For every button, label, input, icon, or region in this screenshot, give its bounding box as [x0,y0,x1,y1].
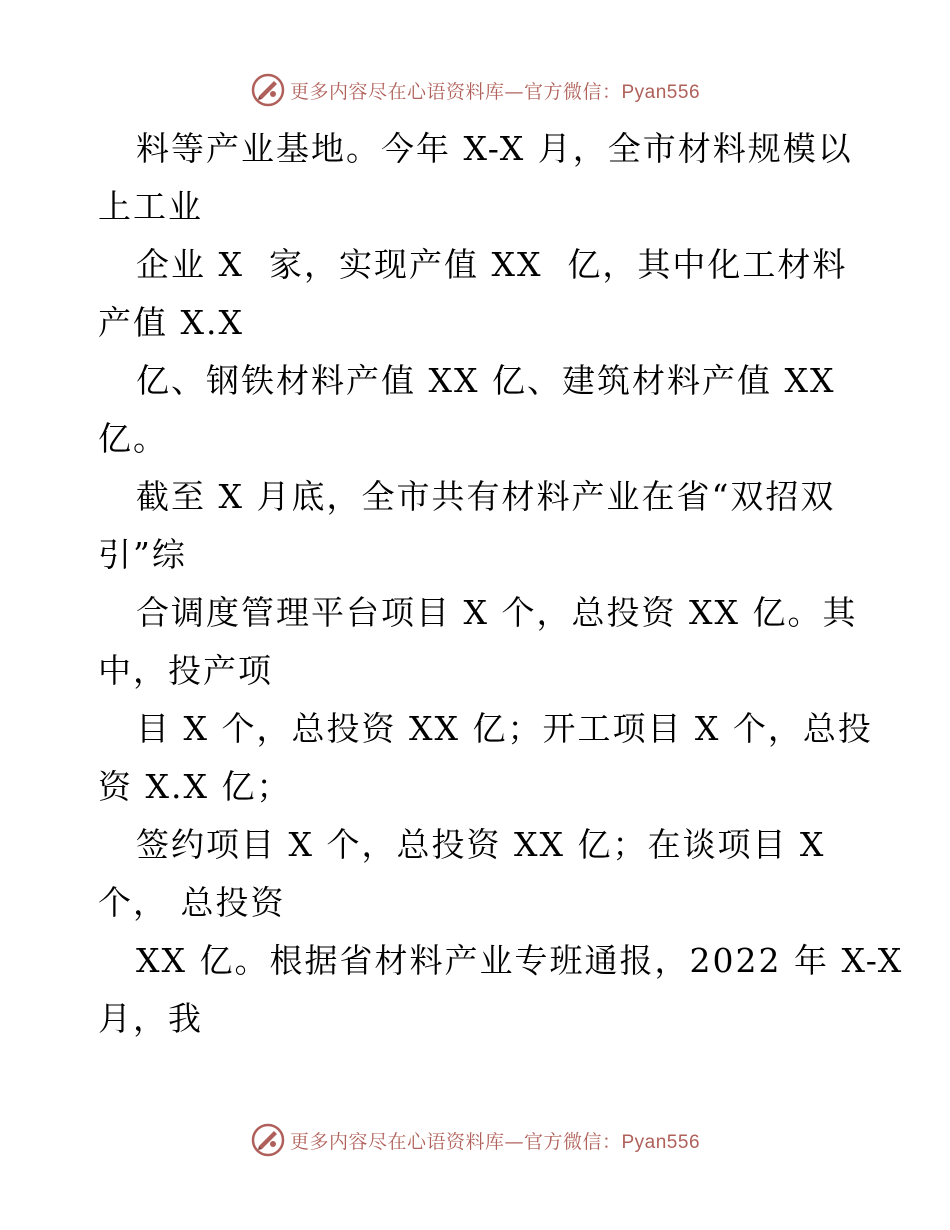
body-line: 产值 X.X [98,303,244,342]
body-line: 引”综 [98,535,187,574]
stamp-logo-icon [250,1122,286,1158]
body-line: 上工业 [98,187,203,226]
stamp-logo-icon [250,72,286,108]
body-line: 月，我 [98,999,203,1038]
watermark-id: Pyan556 [621,81,701,103]
body-line: 亿。 [98,419,168,458]
body-line: 个， 总投资 [98,883,286,922]
body-line: 料等产业基地。今年 X-X 月，全市材料规模以 [136,129,853,168]
body-line: XX 亿。根据省材料产业专班通报，2022 年 X-X [136,941,904,980]
footer-watermark [0,1120,950,1160]
body-line: 目 X 个，总投资 XX 亿；开工项目 X 个，总投 [136,709,873,748]
header-watermark [0,70,950,110]
watermark-id: Pyan556 [621,1131,701,1153]
document-body [98,120,904,1048]
body-line: 签约项目 X 个，总投资 XX 亿；在谈项目 X [136,825,826,864]
watermark-text: 更多内容尽在心语资料库—官方微信：Pyan556 [289,80,701,103]
body-line: 截至 X 月底，全市共有材料产业在省“双招双 [136,477,836,516]
watermark-text: 更多内容尽在心语资料库—官方微信：Pyan556 [289,1130,701,1153]
body-line: 资 X.X 亿； [98,767,292,806]
body-line: 合调度管理平台项目 X 个，总投资 XX 亿。其 [136,593,858,632]
body-line: 中，投产项 [98,651,273,690]
body-line: 亿、钢铁材料产值 XX 亿、建筑材料产值 XX [136,361,836,400]
body-line: 企业 X 家，实现产值 XX 亿，其中化工材料 [136,245,848,284]
